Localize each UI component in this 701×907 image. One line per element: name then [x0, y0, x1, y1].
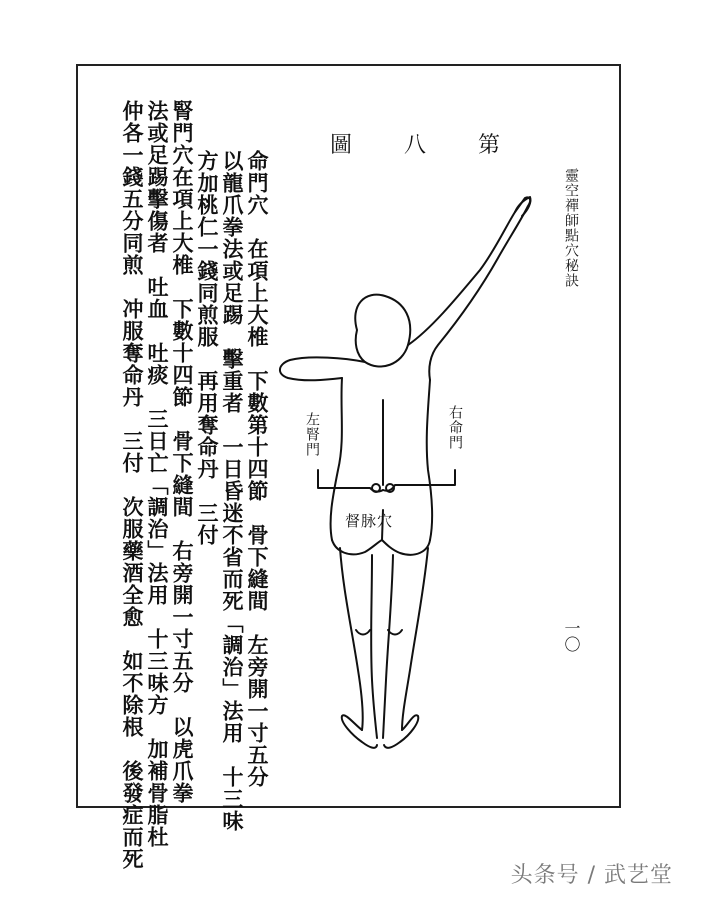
figure-bent-arm	[280, 357, 365, 380]
figure-title-char-1: 第	[477, 133, 500, 158]
text-column-2: 以龍爪拳法或足踢 擊重者 一日昏迷不省而死「調治」法用 十三味	[220, 150, 245, 832]
figure-title-char-2: 八	[403, 133, 426, 158]
left-point-label: 左腎門	[304, 412, 320, 457]
text-column-3: 方加桃仁一錢同煎服 再用奪命丹 三付	[195, 150, 220, 546]
watermark: 头条号 / 武艺堂	[510, 863, 673, 888]
figure-buttocks	[332, 540, 430, 555]
pointer-left	[318, 470, 383, 492]
figure-head	[355, 295, 410, 367]
figure-left-leg	[340, 548, 363, 730]
figure-raised-arm	[408, 197, 530, 380]
right-point-label: 右命門	[447, 405, 463, 450]
center-point-label: 督脉穴	[345, 512, 394, 530]
figure-right-foot	[384, 715, 418, 748]
text-column-4: 腎門穴在項上大椎 下數十四節 骨下縫間 右旁開一寸五分 以虎爪拳	[170, 100, 195, 804]
text-column-1: 命門穴 在項上大椎 下數第十四節 骨下縫間 左旁開一寸五分	[245, 150, 270, 788]
book-title: 靈空禪師點穴秘訣	[563, 168, 579, 288]
figure-torso-right	[427, 380, 432, 540]
figure-left-foot	[342, 715, 377, 748]
text-column-5: 法或足踢擊傷者 吐血 吐痰 三日亡「調治」法用 十三味方 加補骨脂杜	[145, 100, 170, 848]
figure-right-leg	[383, 555, 393, 738]
figure-title-char-3: 圖	[330, 133, 353, 158]
page-number: 一〇	[562, 620, 581, 652]
text-column-6: 仲各一錢五分同煎 冲服奪命丹 三付 次服藥酒全愈 如不除根 後發症而死	[120, 100, 145, 870]
figure-torso-left	[331, 378, 342, 540]
